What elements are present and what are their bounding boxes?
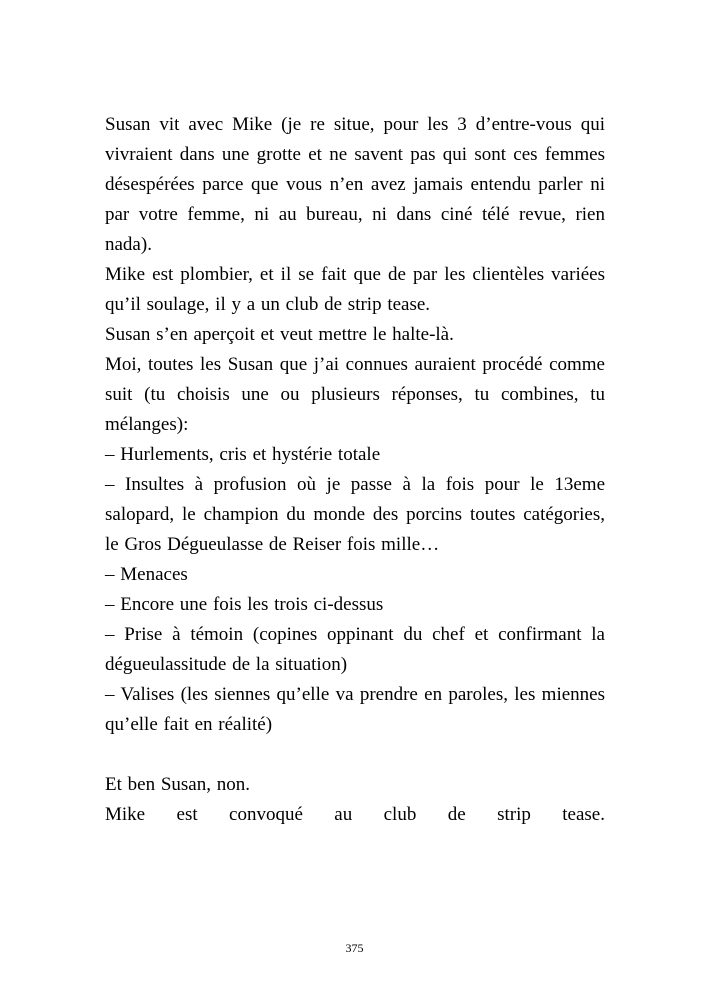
paragraph: Susan vit avec Mike (je re situe, pour les 3 d’entre-vous qui vivraient dans une grotte et ne savent pas qui sont ces femmes désespérées parce que vous n’en avez jamais entendu parler ni par votre femme, ni au bureau, ni dans ciné télé revue, rien nada).: [105, 114, 605, 255]
paragraph: Mike est plombier, et il se fait que de par les clientèles variées qu’il soulage, il y a un club de strip tease.: [105, 264, 605, 315]
paragraph: Moi, toutes les Susan que j’ai connues auraient procédé comme suit (tu choisis une ou plusieurs réponses, tu combines, tu mélanges):: [105, 354, 605, 435]
list-item-paragraph: – Insultes à profusion où je passe à la fois pour le 13eme salopard, le champion du monde des porcins toutes catégories, le Gros Dégueulasse de Reiser fois mille…: [105, 474, 605, 555]
list-item-paragraph: – Prise à témoin (copines oppinant du chef et confirmant la dégueulassitude de la situation): [105, 624, 605, 675]
list-item-paragraph: – Valises (les siennes qu’elle va prendre en paroles, les miennes qu’elle fait en réalité): [105, 684, 605, 735]
paragraph: Susan s’en aperçoit et veut mettre le halte-là.: [105, 324, 454, 345]
paragraph: Et ben Susan, non.: [105, 774, 250, 795]
page-number: 375: [345, 941, 364, 955]
document-page-text: [105, 110, 605, 830]
paragraph: Mike est convoqué au club de strip tease.: [105, 804, 605, 825]
list-item-paragraph: – Encore une fois les trois ci-dessus: [105, 594, 384, 615]
list-item-paragraph: – Menaces: [105, 564, 188, 585]
list-item-paragraph: – Hurlements, cris et hystérie totale: [105, 444, 381, 465]
